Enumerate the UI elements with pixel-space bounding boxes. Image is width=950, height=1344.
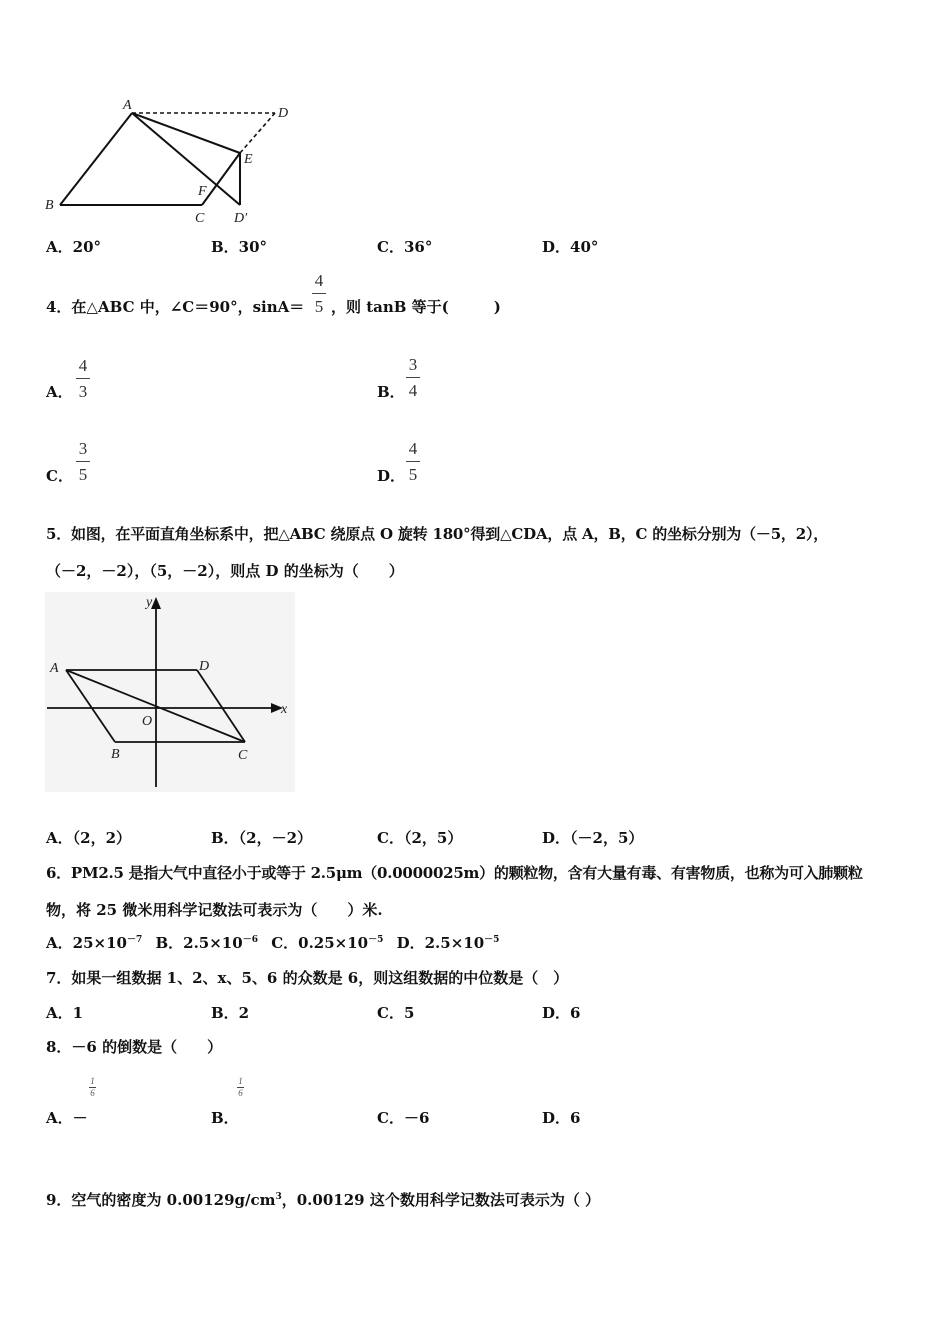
q5-stem-line2: （－2，－2），（5，－2），则点 D 的坐标为（ ）	[46, 562, 404, 580]
line-AB	[60, 113, 132, 205]
q4-option-a-letter[interactable]: A．	[46, 383, 73, 401]
q6-option-b-exp: －6	[242, 935, 258, 945]
q8-option-a-fraction	[89, 1077, 96, 1098]
q6-option-b[interactable]	[155, 934, 257, 952]
q4-sin-fraction	[312, 272, 326, 315]
q6-option-d[interactable]	[397, 934, 500, 952]
q6-option-a-base: A．25×10	[46, 934, 127, 952]
fraction-bar	[76, 378, 90, 379]
label-A: A	[50, 661, 59, 676]
q6-option-c-base: C．0.25×10	[271, 934, 369, 952]
q6-option-c[interactable]	[271, 934, 383, 952]
fraction-bar	[312, 293, 326, 294]
label-O: O	[142, 714, 153, 729]
denominator: 3	[78, 382, 88, 401]
fraction-bar	[76, 461, 90, 462]
q4-option-d-letter[interactable]: D．	[377, 467, 406, 485]
q7-option-a[interactable]: A．1	[46, 1004, 84, 1022]
line-DE-dashed	[240, 113, 275, 153]
q8-option-c[interactable]: C．－6	[377, 1109, 430, 1127]
q8-stem: 8．－6 的倒数是（ ）	[46, 1038, 223, 1056]
q5-option-b[interactable]: B．（2，－2）	[211, 829, 313, 847]
numerator: 4	[78, 356, 88, 375]
label-B: B	[45, 198, 54, 213]
q3-option-b[interactable]: B．30°	[211, 238, 268, 256]
q4-option-c-fraction[interactable]	[76, 440, 90, 483]
q8-option-b[interactable]: B．	[211, 1109, 239, 1127]
line-CE	[202, 153, 240, 205]
label-E: E	[244, 152, 253, 167]
label-B: B	[111, 747, 120, 762]
q3-option-d[interactable]: D．40°	[542, 238, 599, 256]
label-D: D	[199, 659, 210, 674]
q5-option-d[interactable]: D．（－2，5）	[542, 829, 644, 847]
denominator: 5	[78, 465, 88, 484]
label-x: x	[281, 702, 288, 717]
q4-sin-denominator: 5	[314, 297, 324, 316]
denominator: 6	[238, 1088, 243, 1098]
fraction-bar	[406, 377, 420, 378]
q9-stem	[46, 1189, 600, 1210]
numerator: 1	[90, 1076, 95, 1086]
numerator: 4	[408, 439, 418, 458]
q6-stem-line2: 物，将 25 微米用科学记数法可表示为（ ）米.	[46, 901, 383, 919]
q5-stem-line1: 5．如图，在平面直角坐标系中，把△ABC 绕原点 O 旋转 180°得到△CDA，点 A，B，C 的坐标分别为（－5，2），	[46, 525, 829, 543]
label-y: y	[146, 595, 153, 610]
q6-option-d-base: D．2.5×10	[396, 934, 485, 952]
fraction-bar	[406, 461, 420, 462]
q4-option-c-letter[interactable]: C．	[46, 467, 73, 485]
numerator: 3	[78, 439, 88, 458]
label-F: F	[198, 184, 207, 199]
label-C: C	[238, 748, 248, 763]
denominator: 5	[408, 465, 418, 484]
q3-figure	[40, 95, 300, 230]
line-AE	[132, 113, 240, 153]
q3-option-c[interactable]: C．36°	[377, 238, 433, 256]
q6-stem-line1: 6．PM2.5 是指大气中直径小于或等于 2.5μm（0.0000025m）的颗粒物，含有大量有毒、有害物质，也称为可入肺颗粒	[46, 864, 863, 882]
q9-stem-post: ，0.00129 这个数用科学记数法可表示为（ ）	[281, 1191, 601, 1209]
line-AC	[132, 113, 240, 205]
q9-stem-sup: 3	[275, 1192, 282, 1202]
numerator: 1	[238, 1076, 243, 1086]
q4-stem-post: ，则 tanB 等于( )	[331, 298, 501, 316]
q3-option-a[interactable]: A．20°	[46, 238, 102, 256]
q4-option-b-letter[interactable]: B．	[377, 383, 405, 401]
q6-option-d-exp: －5	[484, 935, 500, 945]
q6-option-b-base: B．2.5×10	[155, 934, 243, 952]
q7-option-d[interactable]: D．6	[542, 1004, 581, 1022]
label-A: A	[123, 98, 132, 113]
q5-coordinate-figure	[45, 592, 295, 792]
label-Dprime: D′	[234, 211, 248, 226]
denominator: 6	[90, 1088, 95, 1098]
numerator: 3	[408, 355, 418, 374]
q7-stem: 7．如果一组数据 1、2、x、5、6 的众数是 6，则这组数据的中位数是（ ）	[46, 969, 569, 987]
q4-sin-numerator: 4	[314, 271, 324, 290]
q6-option-a-exp: －7	[126, 935, 143, 945]
q8-option-a[interactable]: A．－	[46, 1109, 88, 1127]
q6-option-c-exp: －5	[368, 935, 384, 945]
q7-option-b[interactable]: B．2	[211, 1004, 250, 1022]
q6-option-a[interactable]	[46, 934, 142, 952]
q4-option-a-fraction[interactable]	[76, 357, 90, 400]
q8-option-d[interactable]: D．6	[542, 1109, 581, 1127]
q7-option-c[interactable]: C．5	[377, 1004, 415, 1022]
q4-option-d-fraction[interactable]	[406, 440, 420, 483]
q9-stem-pre: 9．空气的密度为 0.00129g/cm	[46, 1191, 276, 1209]
label-C: C	[195, 211, 205, 226]
q8-option-b-fraction	[237, 1077, 244, 1098]
q4-stem-pre: 4．在△ABC 中，∠C＝90°，sinA＝	[46, 298, 305, 316]
figure-background	[45, 592, 295, 792]
q5-option-a[interactable]: A．（2，2）	[46, 829, 132, 847]
denominator: 4	[408, 381, 418, 400]
label-D: D	[278, 106, 289, 121]
q6-options	[46, 932, 499, 953]
q5-option-c[interactable]: C．（2，5）	[377, 829, 463, 847]
q4-option-b-fraction[interactable]	[406, 356, 420, 399]
